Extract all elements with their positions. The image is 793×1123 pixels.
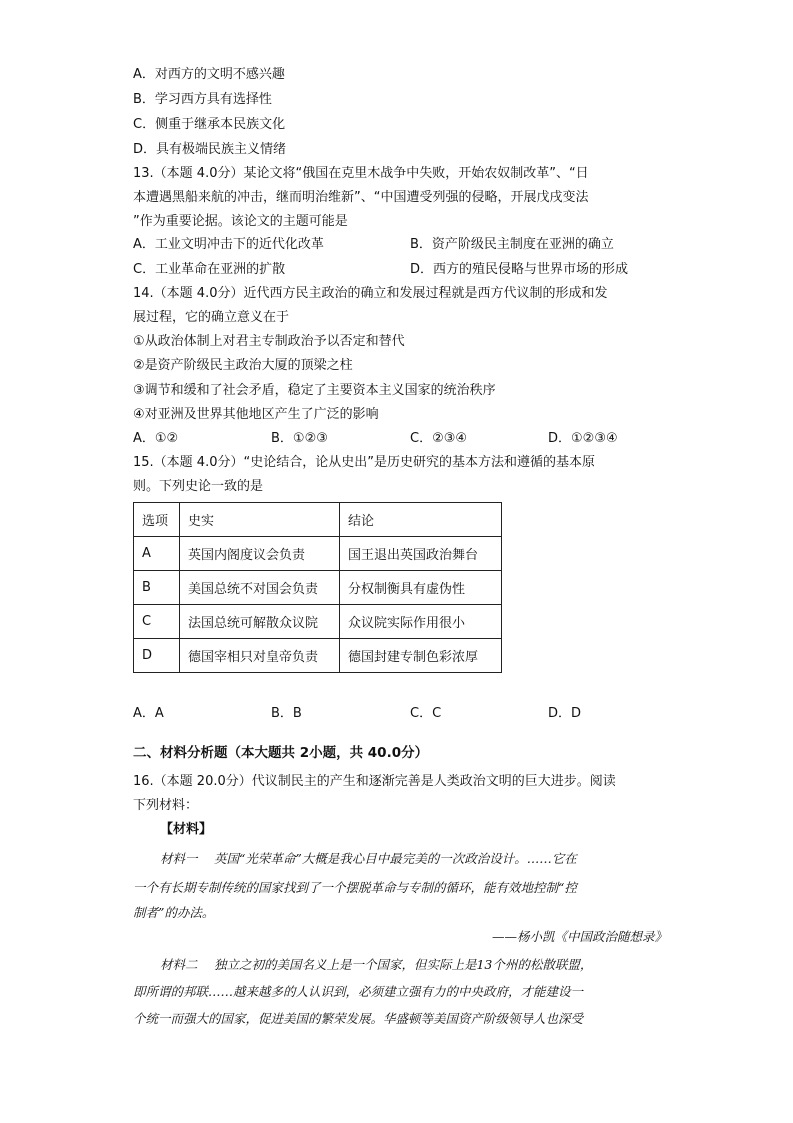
q13-option-b: B．资产阶级民主制度在亚洲的确立 <box>410 237 614 252</box>
q13-option-a: A．工业文明冲击下的近代化改革 <box>133 237 324 252</box>
q15-option-a: A．A <box>133 706 164 721</box>
q13-option-c: C．工业革命在亚洲的扩散 <box>133 262 286 277</box>
table-cell: 美国总统不对国会负责 <box>180 571 340 605</box>
table-row <box>134 639 502 673</box>
q14-option-b: B．①②③ <box>271 431 328 446</box>
q14-statement-3: ③调节和缓和了社会矛盾，稳定了主要资本主义国家的统治秩序 <box>133 383 496 398</box>
q14-option-d: D．①②③④ <box>548 431 618 446</box>
q15-option-d: D．D <box>548 706 582 721</box>
q14-statement-1: ①从政治体制上对君主专制政治予以否定和替代 <box>133 334 405 349</box>
q13-stem-line3: ”作为重要论据。该论文的主题可能是 <box>133 214 348 229</box>
material2-line2: 即所谓的邦联……越来越多的人认识到，必须建立强有力的中央政府，才能建设一 <box>133 984 584 999</box>
table-cell: 国王退出英国政治舞台 <box>340 537 502 571</box>
table-row <box>134 537 502 571</box>
q14-statement-2: ②是资产阶级民主政治大厦的顶梁之柱 <box>133 358 353 373</box>
table-cell: A <box>134 537 180 571</box>
table-cell: 德国宰相只对皇帝负责 <box>180 639 340 673</box>
material1-line3: 制者”的办法。 <box>133 905 215 920</box>
q12-option-d: D．具有极端民族主义情绪 <box>133 142 287 157</box>
table-cell: 分权制衡具有虚伪性 <box>340 571 502 605</box>
table-cell: C <box>134 605 180 639</box>
q15-option-c: C．C <box>410 706 442 721</box>
table-cell: D <box>134 639 180 673</box>
q13-option-d: D．西方的殖民侵略与世界市场的形成 <box>410 262 629 277</box>
q13-stem-line1: 13.（本题 4.0分）某论文将“俄国在克里木战争中失败，开始农奴制改革”、“日 <box>133 166 589 181</box>
table-cell: 法国总统可解散众议院 <box>180 605 340 639</box>
q14-option-c: C．②③④ <box>410 431 468 446</box>
q12-option-a: A．对西方的文明不感兴趣 <box>133 67 285 82</box>
q15-table <box>133 502 502 673</box>
q12-option-c: C．侧重于继承本民族文化 <box>133 117 286 132</box>
q16-stem-line2: 下列材料： <box>133 798 199 813</box>
table-cell: 众议院实际作用很小 <box>340 605 502 639</box>
material-label: 【材料】 <box>160 822 213 837</box>
table-header-cell: 选项 <box>134 503 180 537</box>
material2-line1: 材料二 独立之初的美国名义上是一个国家，但实际上是13个州的松散联盟， <box>160 957 593 972</box>
material1-line1: 材料一 英国“光荣革命”大概是我心目中最完美的一次政治设计。……它在 <box>160 851 577 866</box>
q15-stem-line2: 则。下列史论一致的是 <box>133 479 264 494</box>
q15-stem-line1: 15.（本题 4.0分）“史论结合，论从史出”是历史研究的基本方法和遵循的基本原 <box>133 455 595 470</box>
table-cell: 德国封建专制色彩浓厚 <box>340 639 502 673</box>
q16-stem-line1: 16.（本题 20.0分）代议制民主的产生和逐渐完善是人类政治文明的巨大进步。阅读 <box>133 774 616 789</box>
material2-line3: 个统一而强大的国家，促进美国的繁荣发展。华盛顿等美国资产阶级领导人也深受 <box>133 1011 584 1026</box>
table-row <box>134 605 502 639</box>
table-cell: 英国内阁度议会负责 <box>180 537 340 571</box>
q13-stem-line2: 本遭遇黑船来航的冲击，继而明治维新”、“中国遭受列强的侵略，开展戊戌变法 <box>133 190 589 205</box>
table-row <box>134 571 502 605</box>
q15-option-b: B．B <box>271 706 302 721</box>
q14-statement-4: ④对亚洲及世界其他地区产生了广泛的影响 <box>133 407 379 422</box>
q14-option-a: A．①② <box>133 431 179 446</box>
table-header-cell: 结论 <box>340 503 502 537</box>
q12-option-b: B．学习西方具有选择性 <box>133 92 272 107</box>
table-header-cell: 史实 <box>180 503 340 537</box>
section-heading: 二、材料分析题（本大题共 2小题，共 40.0分） <box>133 745 429 761</box>
material1-source: ——杨小凯《中国政治随想录》 <box>491 929 667 944</box>
q14-stem-line1: 14.（本题 4.0分）近代西方民主政治的确立和发展过程就是西方代议制的形成和发 <box>133 286 608 301</box>
material1-line2: 一个有长期专制传统的国家找到了一个摆脱革命与专制的循环，能有效地控制“控 <box>133 880 577 895</box>
table-cell: B <box>134 571 180 605</box>
table-header-row <box>134 503 502 537</box>
q14-stem-line2: 展过程，它的确立意义在于 <box>133 310 290 325</box>
